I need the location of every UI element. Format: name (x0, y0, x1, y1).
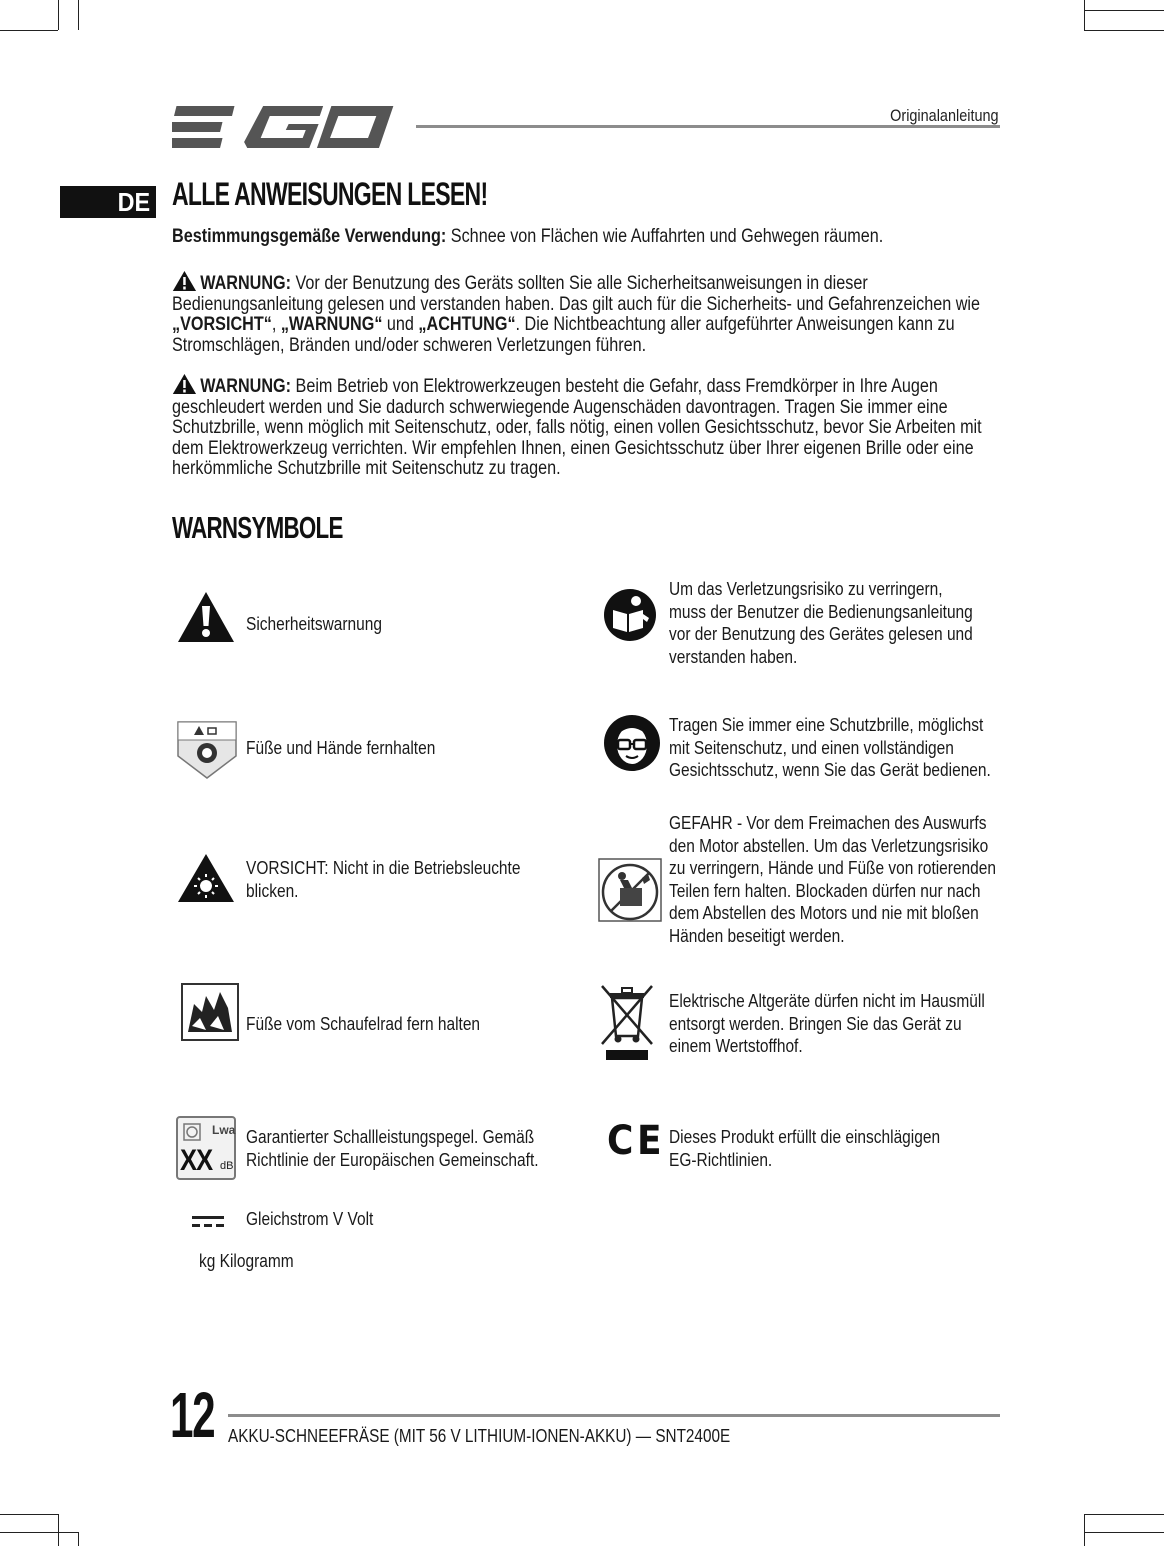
symbol-text-line: Richtlinie der Europäischen Gemeinschaft. (246, 1149, 539, 1170)
symbol-text-line: zu verringern, Hände und Füße von rotierenden (669, 858, 997, 878)
no-stare-light-icon (176, 852, 236, 904)
sound-unit: dB (220, 1160, 234, 1172)
symbol-label-eye-protection (669, 714, 991, 782)
symbol-text-line: Dieses Produkt erfüllt die einschlägigen (669, 1127, 941, 1147)
section-heading: WARNSYMBOLE (172, 510, 343, 545)
keyword-vorsicht: „VORSICHT“ (172, 313, 272, 335)
symbol-text-line: verstanden haben. (669, 646, 798, 667)
symbol-label-no-stare (246, 857, 520, 902)
doc-type-label: Originalanleitung (890, 106, 999, 125)
symbol-text-line: den Motor abstellen. Um das Verletzungsrisiko (669, 835, 989, 856)
read-manual-icon (603, 588, 657, 642)
crop-mark (1084, 1532, 1164, 1533)
keep-hands-feet-away-icon (176, 720, 238, 780)
symbol-text-line: Händen beseitigt werden. (669, 925, 845, 946)
language-label: DE (117, 187, 150, 217)
symbol-text-line: VORSICHT: Nicht in die Betriebsleuchte (246, 858, 521, 878)
page-title: ALLE ANWEISUNGEN LESEN! (172, 176, 488, 212)
crop-mark (0, 1514, 58, 1515)
symbol-label-safety-alert: Sicherheitswarnung (246, 614, 382, 634)
symbol-label-ce (669, 1126, 940, 1171)
symbol-label-dc-voltage: Gleichstrom V Volt (246, 1209, 374, 1229)
danger-discharge-icon (598, 858, 662, 922)
symbol-label-sound-level (246, 1126, 539, 1171)
dc-voltage-icon (192, 1214, 224, 1228)
safety-alert-icon (176, 590, 236, 644)
intended-use-text: Schnee von Flächen wie Auffahrten und Gehwegen räumen. (446, 225, 884, 247)
warning-text: Beim Betrieb von Elektrowerkzeugen besteht die Gefahr, dass Fremdkörper in Ihre Augen geschleudert werden und Sie dadurch schwerwiegende Augenschäden davontragen. Tragen Sie immer eine Schutzbrille, wenn möglich mit Seitenschutz, oder, falls nötig, einen vollen Gesichtsschutz, bevor Sie Arbeiten mit dem Elektrowerkzeug verrichten. Wir empfehlen Ihnen, einen Gesichtsschutz über Ihrer eigenen Brille oder eine herkömmliche Schutzbrille mit Seitenschutz zu tragen. (172, 375, 982, 479)
warning-label: WARNUNG: (200, 375, 292, 397)
crop-mark (1084, 10, 1164, 11)
symbol-label-keep-away: Füße und Hände fernhalten (246, 738, 436, 758)
crop-mark (1084, 1514, 1164, 1515)
keyword-achtung: „ACHTUNG“ (418, 313, 516, 335)
symbol-text-line: Tragen Sie immer eine Schutzbrille, möglichst (669, 715, 984, 735)
sound-lwa-label: Lwa (212, 1123, 236, 1137)
warning-text: , (271, 313, 281, 335)
crop-mark (58, 0, 59, 30)
symbol-label-read-manual (669, 578, 973, 668)
weee-bin-icon (600, 984, 654, 1062)
symbol-label-kilogram: kg Kilogramm (199, 1251, 294, 1271)
symbol-text-line: vor der Benutzung des Gerätes gelesen und (669, 624, 973, 644)
warning-label: WARNUNG: (200, 272, 292, 294)
symbol-text-line: entsorgt werden. Bringen Sie das Gerät zu (669, 1013, 962, 1034)
symbol-text-line: GEFAHR - Vor dem Freimachen des Auswurfs (669, 813, 987, 833)
symbol-text-line: dem Abstellen des Motors und nie mit bloßen (669, 903, 979, 923)
symbol-label-auger: Füße vom Schaufelrad fern halten (246, 1014, 481, 1034)
symbol-label-weee (669, 990, 985, 1058)
sound-level-badge (176, 1116, 236, 1180)
symbol-text-line: Gesichtsschutz, wenn Sie das Gerät bedienen. (669, 760, 991, 780)
crop-mark (78, 0, 79, 30)
footer-title: AKKU-SCHNEEFRÄSE (MIT 56 V LITHIUM-IONEN-AKKU) — SNT2400E (228, 1426, 731, 1446)
symbol-text-line: Teilen fern halten. Blockaden dürfen nur nach (669, 880, 981, 901)
symbol-text-line: mit Seitenschutz, und einen vollständigen (669, 737, 954, 758)
eye-protection-icon (603, 714, 661, 772)
footer-rule (228, 1414, 1000, 1417)
warning-paragraph-2 (172, 373, 1002, 479)
crop-mark (58, 1514, 59, 1546)
symbol-text-line: einem Wertstoffhof. (669, 1036, 803, 1056)
ce-mark-icon: CE (607, 1118, 666, 1164)
symbol-text-line: Garantierter Schallleistungspegel. Gemäß (246, 1127, 535, 1147)
warning-triangle-icon (172, 270, 197, 292)
crop-mark (0, 1532, 78, 1533)
crop-mark (0, 30, 58, 31)
language-tab (60, 186, 156, 218)
auger-feet-icon (180, 982, 240, 1042)
keyword-warnung: „WARNUNG“ (280, 313, 383, 335)
symbol-text-line: muss der Benutzer die Bedienungsanleitung (669, 601, 973, 622)
warning-triangle-icon (172, 373, 197, 395)
crop-mark (1084, 30, 1164, 31)
crop-mark (1084, 1514, 1085, 1546)
sound-value: XX (180, 1144, 213, 1177)
symbol-text-line: EG-Richtlinien. (669, 1149, 773, 1170)
page-number: 12 (170, 1379, 215, 1451)
intended-use (172, 226, 1002, 247)
warning-text: . Die Nichtbeachtung aller aufgeführter Anweisungen kann zu Stromschlägen, Bränden und/oder schweren Verletzungen führen. (172, 313, 955, 356)
symbol-text-line: Elektrische Altgeräte dürfen nicht im Hausmüll (669, 991, 985, 1011)
warning-text: Vor der Benutzung des Geräts sollten Sie alle Sicherheitsanweisungen in dieser Bedienungsanleitung gelesen und verstanden haben. Das gilt auch für die Sicherheits- und Gefahrenzeichen wie (172, 272, 981, 315)
symbol-text-line: Um das Verletzungsrisiko zu verringern, (669, 579, 943, 599)
warning-paragraph-1 (172, 270, 1002, 355)
warning-text: und (382, 313, 419, 335)
intended-use-label: Bestimmungsgemäße Verwendung: (172, 225, 447, 247)
crop-mark (1084, 0, 1085, 30)
symbol-label-danger-discharge (669, 812, 996, 947)
symbol-text-line: blicken. (246, 880, 299, 901)
ego-logo (172, 100, 394, 154)
crop-mark (78, 1532, 79, 1546)
